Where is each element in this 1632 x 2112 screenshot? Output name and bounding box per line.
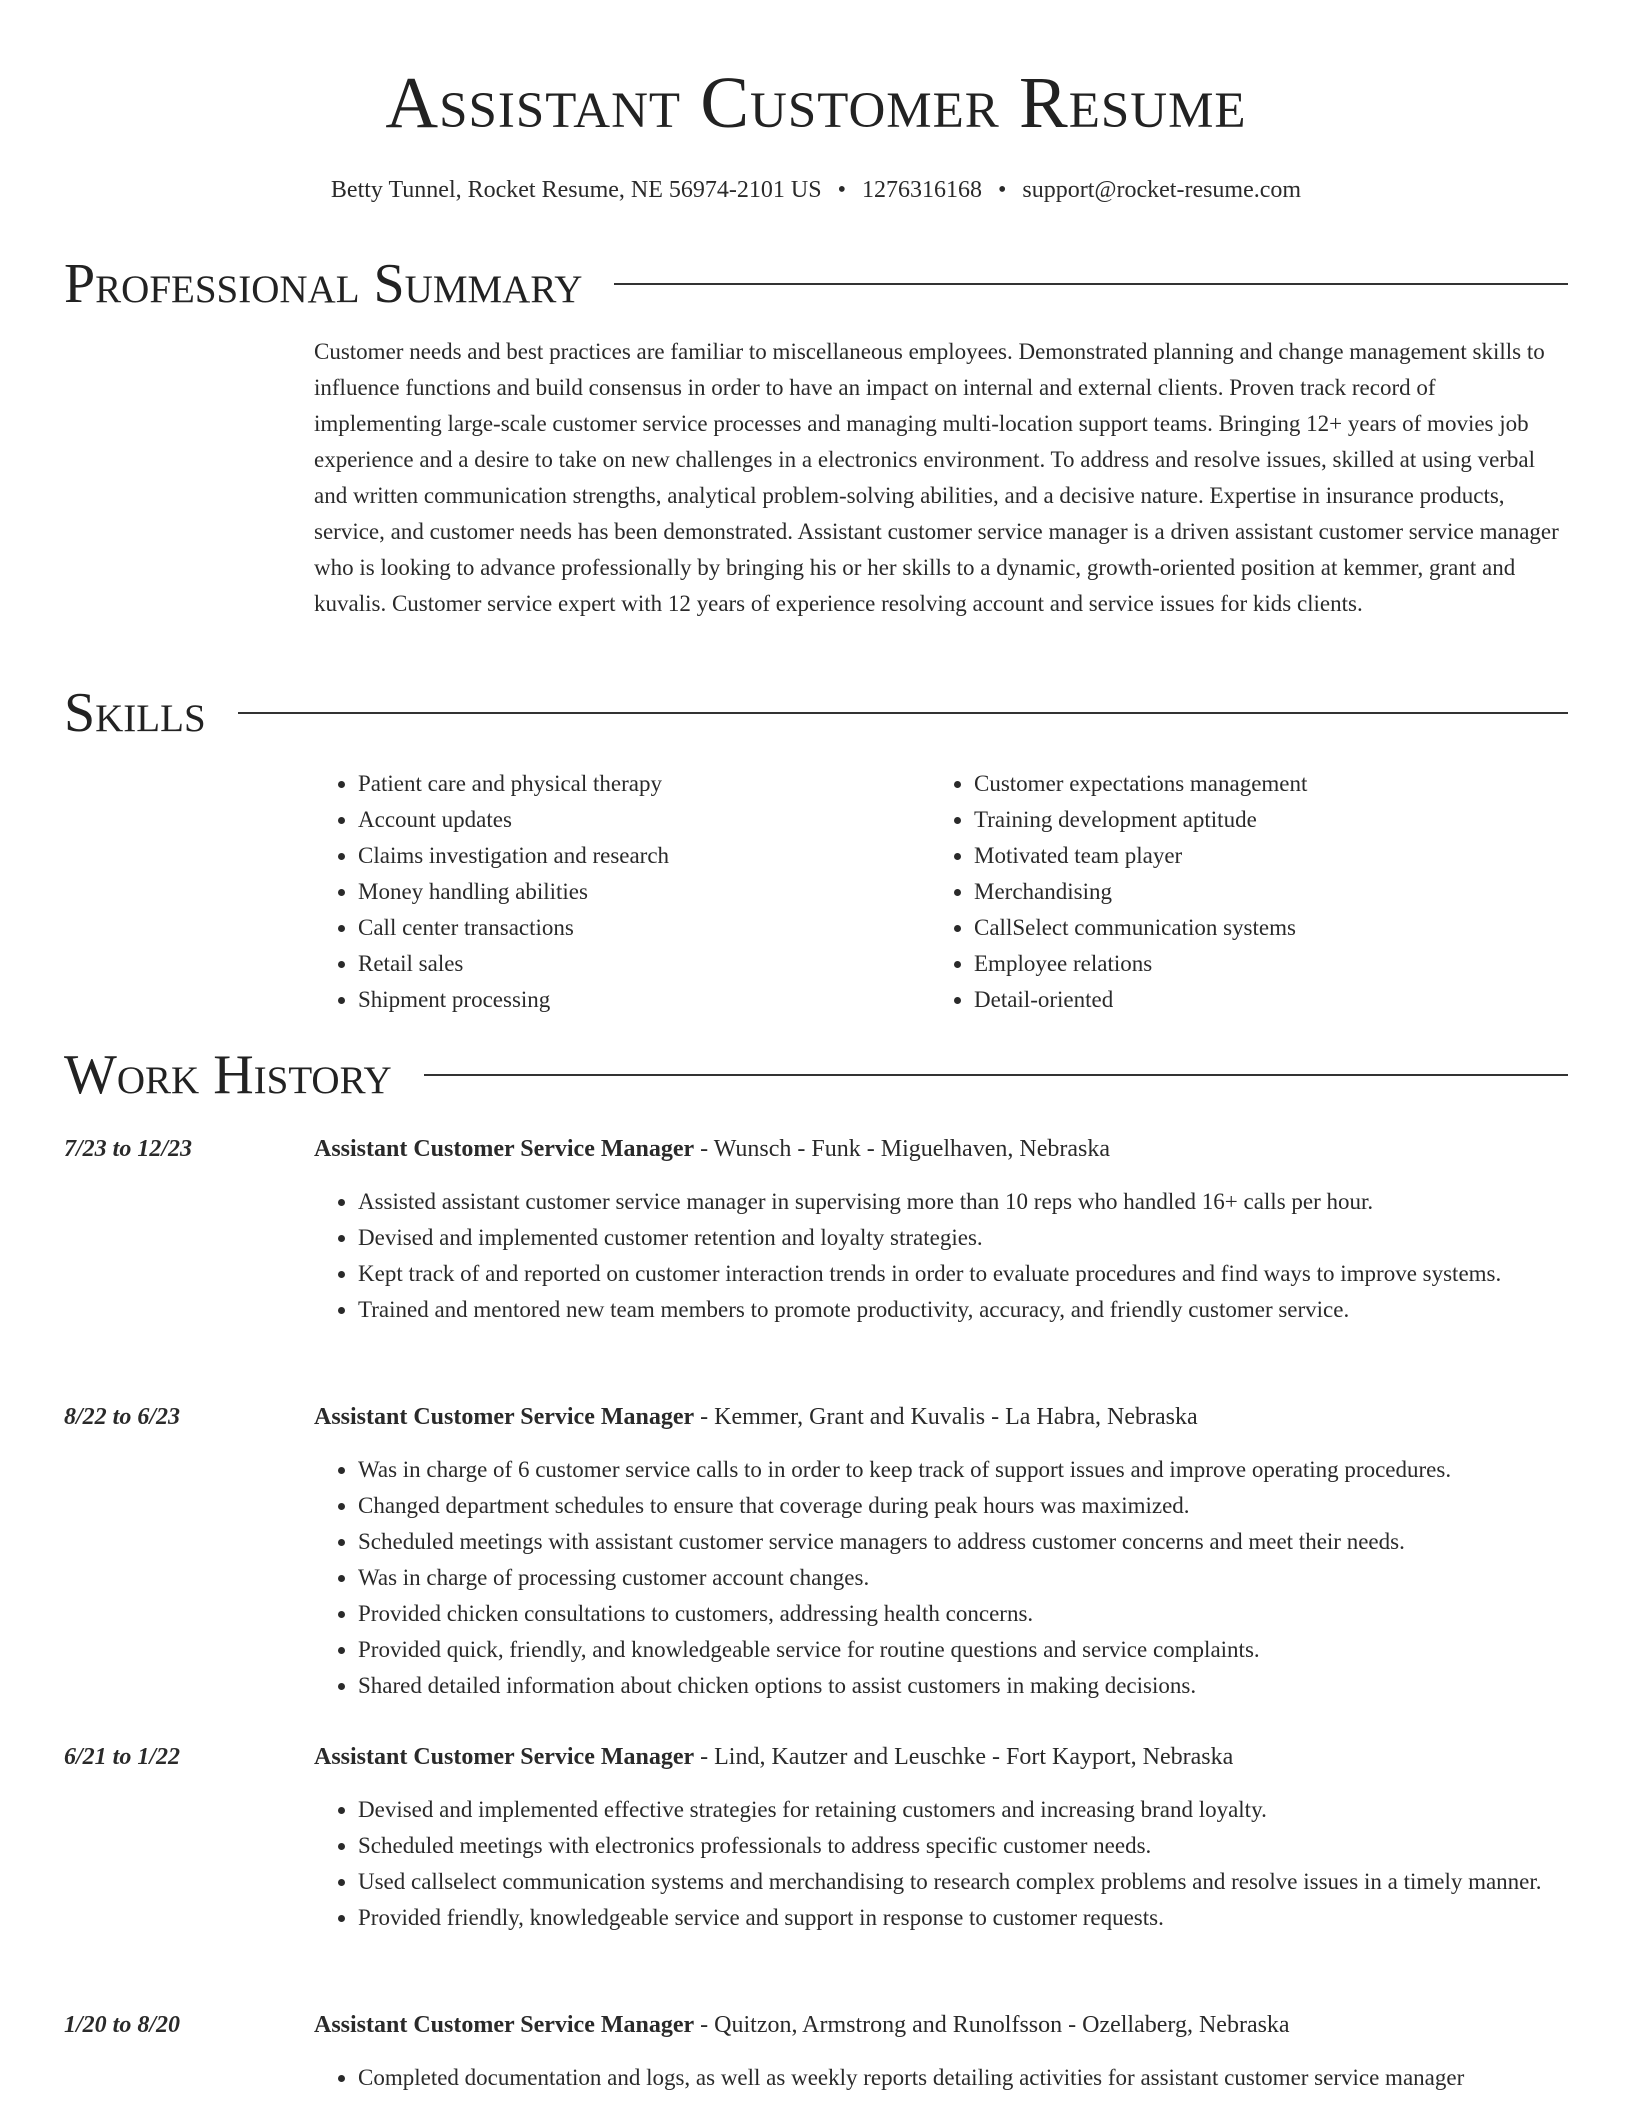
job-bullets <box>314 1452 1568 1704</box>
skills-list <box>314 766 1568 1018</box>
job-dates: 6/21 to 1/22 <box>64 1744 181 1770</box>
skill-item: • CallSelect communication systems <box>974 910 1546 946</box>
job-dates: 7/23 to 12/23 <box>64 1136 193 1162</box>
job-dates: 1/20 to 8/20 <box>64 2012 181 2038</box>
job-body <box>314 1399 1568 1704</box>
skill-item: • Detail-oriented <box>974 982 1546 1018</box>
job-body <box>314 1739 1568 1936</box>
skills-column-right <box>930 766 1546 1018</box>
job-bullet: • Provided quick, friendly, and knowledgeable service for routine questions and service complaints. <box>358 1632 1568 1668</box>
section-divider <box>424 1074 1568 1076</box>
job-bullet: • Used callselect communication systems and merchandising to research complex problems and resolve issues in a timely manner. <box>358 1864 1568 1900</box>
work-section-header <box>64 1043 1568 1107</box>
section-divider <box>238 712 1568 714</box>
skill-item: • Account updates <box>358 802 930 838</box>
job-heading <box>314 1131 1568 1167</box>
job-entry <box>64 1131 1568 1328</box>
job-heading <box>314 1739 1568 1775</box>
job-heading <box>314 2007 1568 2043</box>
contact-line <box>0 174 1632 206</box>
job-role: Assistant Customer Service Manager <box>314 2012 695 2038</box>
job-bullet: • Provided chicken consultations to customers, addressing health concerns. <box>358 1596 1568 1632</box>
job-bullet: • Trained and mentored new team members to promote productivity, accuracy, and friendly customer service. <box>358 1292 1568 1328</box>
contact-address: Betty Tunnel, Rocket Resume, NE 56974-2101 US <box>330 177 822 203</box>
job-bullet: • Devised and implemented effective strategies for retaining customers and increasing brand loyalty. <box>358 1792 1568 1828</box>
job-bullet: • Scheduled meetings with electronics professionals to address specific customer needs. <box>358 1828 1568 1864</box>
job-bullet: • Was in charge of processing customer account changes. <box>358 1560 1568 1596</box>
job-employer: - Quitzon, Armstrong and Runolfsson - Ozellaberg, Nebraska <box>694 2012 1290 2038</box>
job-bullet: • Assisted assistant customer service manager in supervising more than 10 reps who handled 16+ calls per hour. <box>358 1184 1568 1220</box>
resume-title: Assistant Customer Resume <box>385 62 1247 143</box>
job-bullet: • Kept track of and reported on customer interaction trends in order to evaluate procedures and find ways to improve systems. <box>358 1256 1568 1292</box>
job-bullets <box>314 1792 1568 1936</box>
summary-block <box>314 334 1568 622</box>
contact-email: support@rocket-resume.com <box>1022 177 1302 203</box>
job-bullet: • Shared detailed information about chicken options to assist customers in making decisions. <box>358 1668 1568 1704</box>
skill-item: • Training development aptitude <box>974 802 1546 838</box>
job-bullets <box>314 2060 1568 2096</box>
skill-item: • Shipment processing <box>358 982 930 1018</box>
skills-heading: Skills <box>64 682 206 744</box>
job-entry <box>64 1739 1568 1936</box>
job-dates: 8/22 to 6/23 <box>64 1404 181 1430</box>
section-divider <box>614 283 1568 285</box>
summary-section-header <box>64 252 1568 316</box>
job-role: Assistant Customer Service Manager <box>314 1744 695 1770</box>
work-heading: Work History <box>64 1044 392 1106</box>
job-heading <box>314 1399 1568 1435</box>
job-role: Assistant Customer Service Manager <box>314 1136 695 1162</box>
skills-section-header <box>64 681 1568 745</box>
job-entry <box>64 2007 1568 2096</box>
contact-separator: • <box>997 177 1007 203</box>
job-body <box>314 1131 1568 1328</box>
job-bullet: • Devised and implemented customer retention and loyalty strategies. <box>358 1220 1568 1256</box>
skill-item: • Retail sales <box>358 946 930 982</box>
skill-item: • Employee relations <box>974 946 1546 982</box>
skill-item: • Patient care and physical therapy <box>358 766 930 802</box>
job-bullet: • Provided friendly, knowledgeable service and support in response to customer requests. <box>358 1900 1568 1936</box>
skill-item: • Money handling abilities <box>358 874 930 910</box>
skill-item: • Customer expectations management <box>974 766 1546 802</box>
job-bullet: • Completed documentation and logs, as well as weekly reports detailing activities for assistant customer service manager <box>358 2060 1568 2096</box>
summary-heading: Professional Summary <box>64 253 583 315</box>
summary-text: Customer needs and best practices are familiar to miscellaneous employees. Demonstrated planning and change management skills to influence functions and build consensus in order to have an impact on internal and external clients. Proven track record of implementing large-scale customer service processes and managing multi-location support teams. Bringing 12+ years of movies job experience and a desire to take on new challenges in a electronics environment. To address and resolve issues, skilled at using verbal and written communication strengths, analytical problem-solving abilities, and a decisive nature. Expertise in insurance products, service, and customer needs has been demonstrated. Assistant customer service manager is a driven assistant customer service manager who is looking to advance professionally by bringing his or her skills to a dynamic, growth-oriented position at kemmer, grant and kuvalis. Customer service expert with 12 years of experience resolving account and service issues for kids clients. <box>314 339 1559 616</box>
job-employer: - Kemmer, Grant and Kuvalis - La Habra, Nebraska <box>694 1404 1198 1430</box>
job-bullet: • Scheduled meetings with assistant customer service managers to address customer concerns and meet their needs. <box>358 1524 1568 1560</box>
contact-phone: 1276316168 <box>861 177 982 203</box>
skill-item: • Call center transactions <box>358 910 930 946</box>
job-bullet: • Was in charge of 6 customer service calls to in order to keep track of support issues and improve operating procedures. <box>358 1452 1568 1488</box>
skill-item: • Merchandising <box>974 874 1546 910</box>
job-body <box>314 2007 1568 2096</box>
job-employer: - Wunsch - Funk - Miguelhaven, Nebraska <box>694 1136 1110 1162</box>
job-role: Assistant Customer Service Manager <box>314 1404 695 1430</box>
job-bullet: • Changed department schedules to ensure that coverage during peak hours was maximized. <box>358 1488 1568 1524</box>
skill-item: • Claims investigation and research <box>358 838 930 874</box>
skills-column-left <box>314 766 930 1018</box>
skill-item: • Motivated team player <box>974 838 1546 874</box>
job-bullets <box>314 1184 1568 1328</box>
job-entry <box>64 1399 1568 1704</box>
contact-separator: • <box>837 177 846 203</box>
job-employer: - Lind, Kautzer and Leuschke - Fort Kayport, Nebraska <box>694 1744 1234 1770</box>
